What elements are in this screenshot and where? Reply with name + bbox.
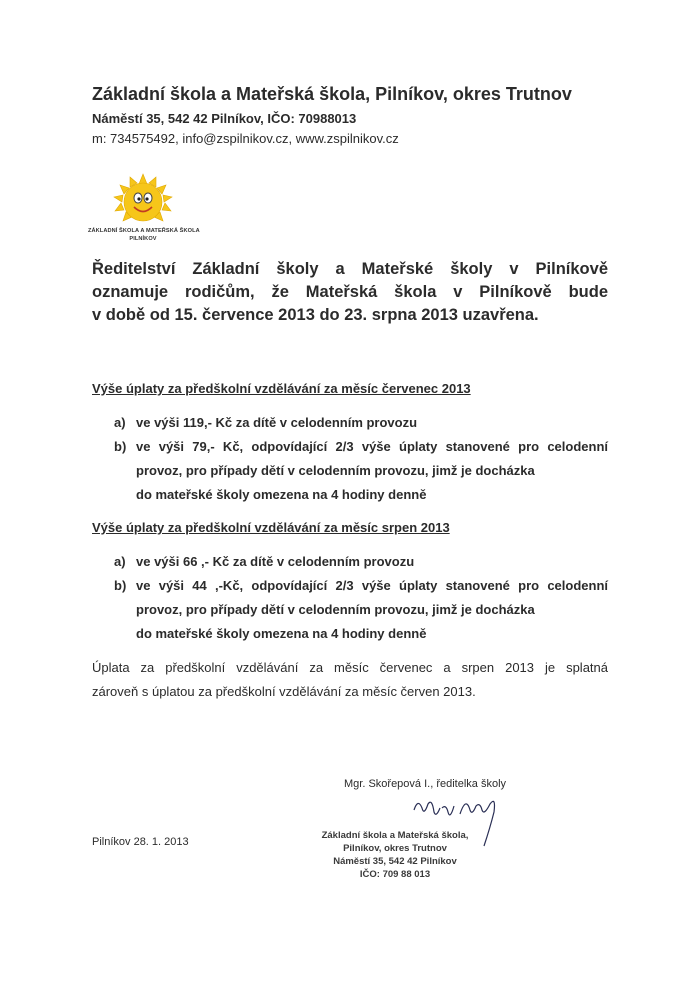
- section-heading-july: Výše úplaty za předškolní vzdělávání za měsíc červenec 2013: [92, 381, 471, 396]
- school-logo: [88, 172, 198, 246]
- announcement-line: Ředitelství Základní školy a Mateřské školy v Pilníkově: [92, 260, 608, 278]
- list-item-text: do mateřské školy omezena na 4 hodiny denně: [136, 487, 427, 502]
- school-stamp: [300, 829, 490, 881]
- list-marker: b): [114, 439, 127, 454]
- stamp-line: Pilníkov, okres Trutnov: [343, 843, 447, 854]
- list-item: [114, 550, 608, 574]
- announcement: [92, 258, 608, 327]
- school-address: Náměstí 35, 542 42 Pilníkov, IČO: 70988013: [92, 111, 357, 126]
- list-marker: a): [114, 554, 126, 569]
- list-item-text: ve výši 79,- Kč, odpovídající 2/3 výše úplaty stanovené pro celodenní: [136, 439, 608, 454]
- list-marker: a): [114, 415, 126, 430]
- list-item: [114, 411, 608, 435]
- stamp-line: Základní škola a Mateřská škola,: [321, 830, 469, 841]
- logo-subtext: PILNÍKOV: [129, 236, 157, 242]
- list-item-text: ve výši 66 ,- Kč za dítě v celodenním provozu: [136, 554, 415, 569]
- list-item-text: ve výši 44 ,-Kč, odpovídající 2/3 výše úplaty stanovené pro celodenní: [136, 578, 608, 593]
- list-item-text: do mateřské školy omezena na 4 hodiny denně: [136, 626, 427, 641]
- school-name: Základní škola a Mateřská škola, Pilníkov, okres Trutnov: [92, 84, 572, 104]
- logo-text: ZÁKLADNÍ ŠKOLA A MATEŘSKÁ ŠKOLA: [88, 228, 200, 234]
- list-item-text: provoz, pro případy dětí v celodenním provozu, jimž je docházka: [136, 463, 535, 478]
- payment-note-line: zároveň s úplatou za předškolní vzdělávání za měsíc červen 2013.: [92, 684, 476, 699]
- payment-note: [92, 656, 608, 704]
- payment-note-line: Úplata za předškolní vzdělávání za měsíc červenec a srpen 2013 je splatná: [92, 660, 608, 675]
- stamp-line: IČO: 709 88 013: [359, 869, 431, 880]
- place-and-date: Pilníkov 28. 1. 2013: [92, 836, 189, 848]
- list-item: [114, 574, 608, 646]
- section-heading-august: Výše úplaty za předškolní vzdělávání za měsíc srpen 2013: [92, 520, 450, 535]
- sun-icon: [110, 172, 176, 228]
- announcement-line: v době od 15. července 2013 do 23. srpna 2013 uzavřena.: [92, 306, 539, 324]
- signer-name: Mgr. Skořepová I., ředitelka školy: [344, 778, 507, 790]
- school-contact: m: 734575492, info@zspilnikov.cz, www.zspilnikov.cz: [92, 131, 399, 146]
- list-item: [114, 435, 608, 507]
- announcement-line: oznamuje rodičům, že Mateřská škola v Pilníkově bude: [92, 283, 608, 301]
- list-item-text: provoz, pro případy dětí v celodenním provozu, jimž je docházka: [136, 602, 535, 617]
- stamp-line: Náměstí 35, 542 42 Pilníkov: [333, 856, 457, 867]
- list-item-text: ve výši 119,- Kč za dítě v celodenním provozu: [136, 415, 418, 430]
- list-marker: b): [114, 578, 127, 593]
